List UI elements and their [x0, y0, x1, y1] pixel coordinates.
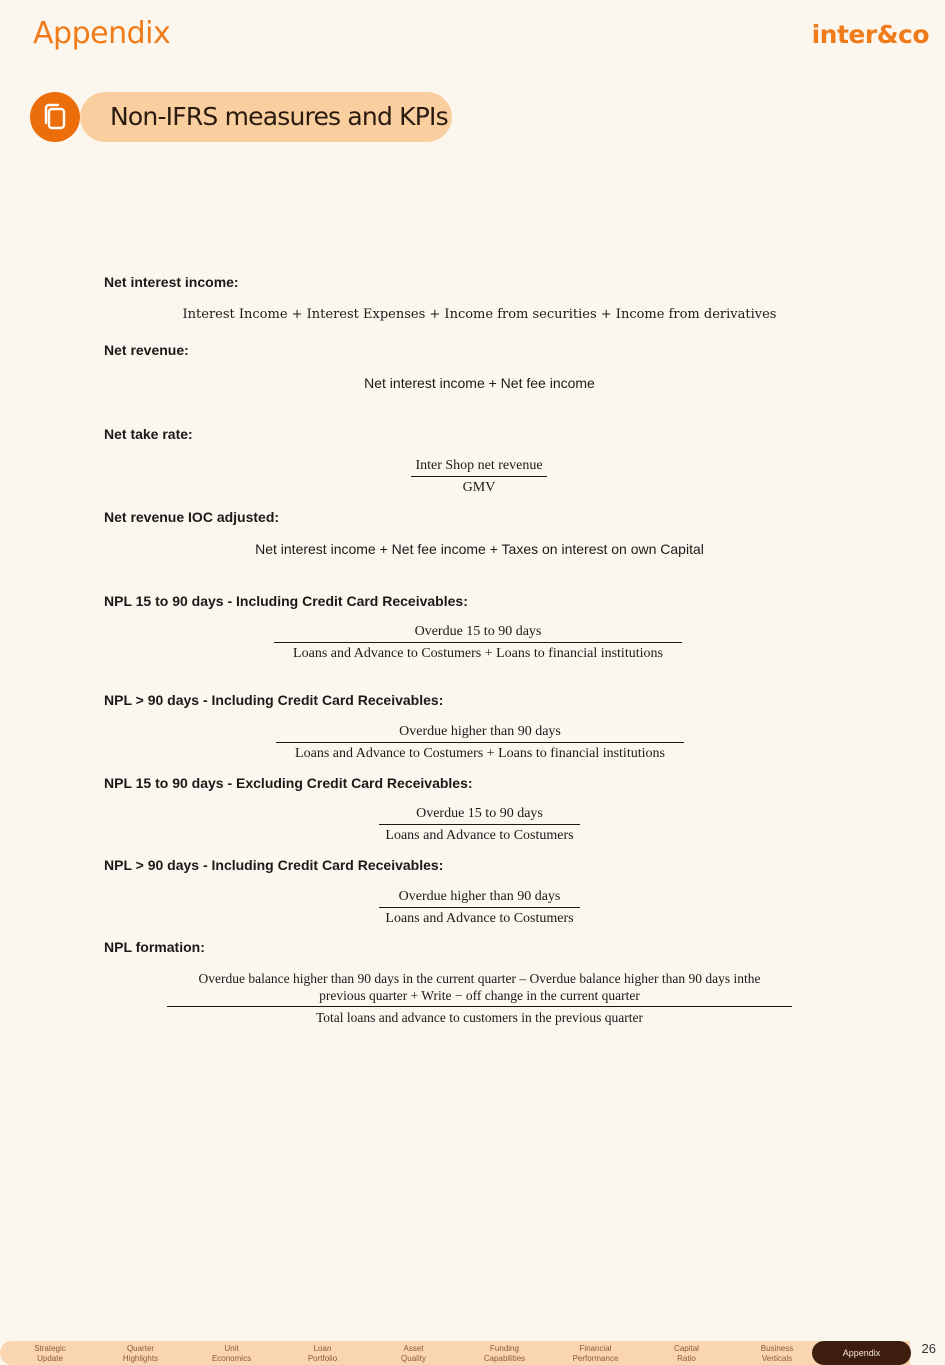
nav-label-line2: Portfolio: [307, 1354, 338, 1363]
nav-item-loan-portfolio[interactable]: [277, 1341, 368, 1365]
net-interest-income-formula: Interest Income + Interest Expenses + Income from securities + Income from derivatives: [182, 307, 777, 322]
npl-formation-fraction: [167, 970, 792, 1026]
brand-logo: inter&co: [811, 20, 929, 49]
nav-item-unit-economics[interactable]: [186, 1341, 277, 1365]
npl-15-90-excl-label: NPL 15 to 90 days - Excluding Credit Card Receivables:: [104, 775, 473, 791]
npl-15-90-incl-label: NPL 15 to 90 days - Including Credit Card Receivables:: [104, 593, 468, 609]
fraction-denominator: Total loans and advance to customers in the previous quarter: [315, 1010, 644, 1025]
numerator-line-1: Overdue balance higher than 90 days in the current quarter – Overdue balance higher than 90 days inthe: [198, 971, 761, 986]
nav-label-line1: Business: [760, 1344, 794, 1353]
net-take-rate-fraction: [411, 457, 547, 496]
section-title: Non-IFRS measures and KPIs: [80, 92, 452, 142]
net-revenue-ioc-formula: Net interest income + Net fee income + Taxes on interest on own Capital: [255, 541, 704, 557]
nav-label-line2: Update: [37, 1354, 63, 1363]
fraction-numerator: Overdue higher than 90 days: [276, 723, 684, 743]
nav-label-line2: Verticals: [761, 1354, 793, 1363]
fraction-denominator: Loans and Advance to Costumers: [385, 911, 574, 926]
npl-90-incl-label: NPL > 90 days - Including Credit Card Receivables:: [104, 692, 444, 708]
net-take-rate-label: Net take rate:: [104, 426, 193, 442]
npl-15-90-incl-fraction: [274, 623, 682, 662]
net-revenue-ioc-label: Net revenue IOC adjusted:: [104, 509, 280, 525]
nav-item-quarter-highlights[interactable]: [95, 1341, 186, 1365]
nav-label-line2: Highlights: [122, 1354, 159, 1363]
section-icon-badge: [30, 92, 80, 142]
nav-item-strategic-update[interactable]: [5, 1341, 95, 1365]
page-title: Appendix: [33, 16, 171, 51]
fraction-denominator: Loans and Advance to Costumers: [385, 828, 574, 843]
nav-label-line1: Asset: [403, 1344, 424, 1353]
nav-item-appendix[interactable]: Appendix: [812, 1341, 911, 1365]
fraction-numerator: [167, 970, 792, 1007]
nav-label-line2: Performance: [572, 1354, 619, 1363]
nav-label-line2: Ratio: [677, 1354, 696, 1363]
section-header: [30, 92, 452, 142]
npl-90-incl-fraction: [276, 723, 684, 762]
nav-label-line1: Financial: [579, 1344, 612, 1353]
fraction-numerator: Overdue 15 to 90 days: [274, 623, 682, 643]
net-revenue-formula: Net interest income + Net fee income: [364, 375, 595, 391]
footer-nav: [0, 1341, 945, 1365]
net-interest-income-label: Net interest income:: [104, 274, 239, 290]
nav-label-line1: Unit: [224, 1344, 239, 1353]
nav-item-capital-ratio[interactable]: [641, 1341, 732, 1365]
nav-label-line2: Capabilities: [483, 1354, 526, 1363]
nav-item-funding-capabilities[interactable]: [459, 1341, 550, 1365]
nav-label-line1: Loan: [313, 1344, 332, 1353]
npl-15-90-excl-fraction: [379, 805, 580, 844]
fraction-denominator: Loans and Advance to Costumers + Loans to financial institutions: [295, 746, 665, 761]
net-revenue-label: Net revenue:: [104, 342, 189, 358]
nav-item-business-verticals[interactable]: [732, 1341, 822, 1365]
fraction-numerator: Overdue higher than 90 days: [379, 888, 580, 908]
npl-90-incl-label-2: NPL > 90 days - Including Credit Card Receivables:: [104, 857, 444, 873]
nav-label-line1: Quarter: [126, 1344, 155, 1353]
nav-label-line1: Strategic: [34, 1344, 66, 1353]
nav-label-line1: Funding: [490, 1344, 519, 1353]
fraction-denominator: GMV: [462, 480, 496, 495]
nav-label-line1: Capital: [674, 1344, 699, 1353]
fraction-denominator: Loans and Advance to Costumers + Loans to financial institutions: [293, 646, 663, 661]
nav-label-line2: Economics: [211, 1354, 252, 1363]
npl-formation-label: NPL formation:: [104, 939, 205, 955]
numerator-line-2: previous quarter + Write − off change in the current quarter: [319, 988, 640, 1003]
page-number: 26: [921, 1341, 936, 1356]
nav-item-financial-performance[interactable]: [550, 1341, 641, 1365]
copy-icon: [43, 103, 67, 131]
nav-label-line2: Quality: [401, 1354, 426, 1363]
npl-90-incl-fraction-2: [379, 888, 580, 927]
fraction-numerator: Inter Shop net revenue: [411, 457, 547, 477]
nav-item-asset-quality[interactable]: [368, 1341, 459, 1365]
fraction-numerator: Overdue 15 to 90 days: [379, 805, 580, 825]
